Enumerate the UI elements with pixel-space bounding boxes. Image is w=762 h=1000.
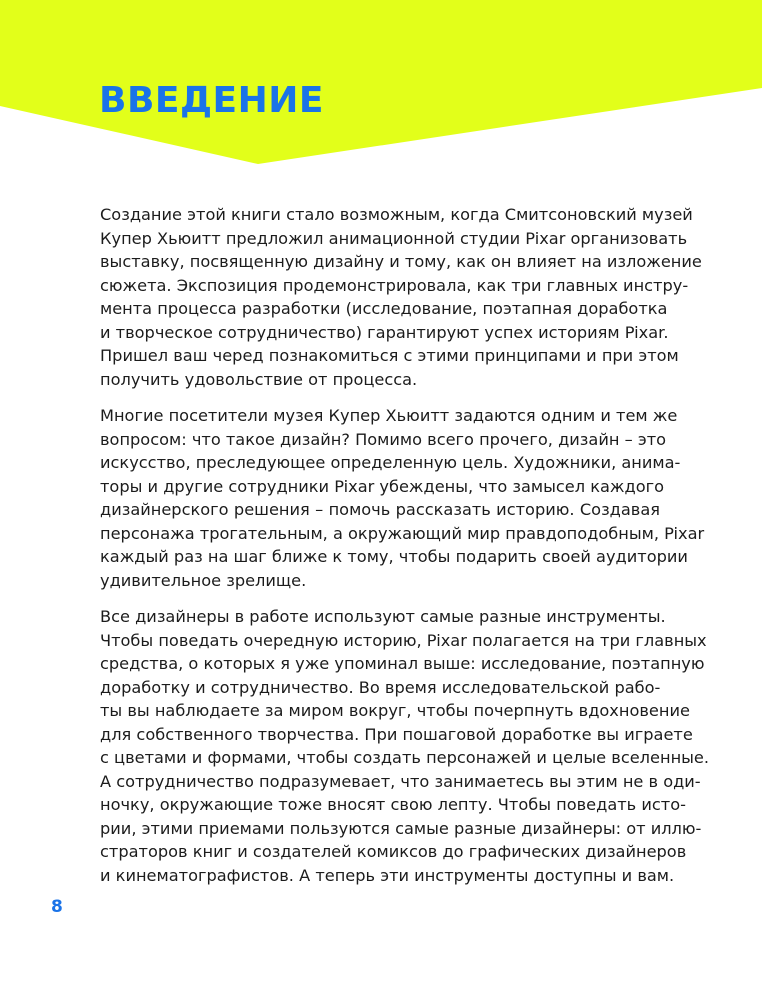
text-line: для собственного творчества. При пошаговой доработке вы играете <box>100 724 693 744</box>
page-title: ВВЕДЕНИЕ <box>99 80 324 121</box>
text-line: мента процесса разработки (исследование, поэтапная доработка <box>100 299 668 318</box>
text-line: персонажа трогательным, а окружающий мир правдоподобным, Pixar <box>100 523 705 543</box>
text-line: ночку, окружающие тоже вносят свою лепту. Чтобы поведать исто- <box>100 795 686 814</box>
text-line: с цветами и формами, чтобы создать персонажей и целые вселенные. <box>100 748 710 767</box>
text-line: Пришел ваш черед познакомиться с этими принципами и при этом <box>100 346 679 365</box>
text-line: получить удовольствие от процесса. <box>100 369 418 389</box>
text-line: выставку, посвященную дизайну и тому, как он влияет на изложение <box>100 252 702 271</box>
text-line: удивительное зрелище. <box>100 570 307 590</box>
text-line: ты вы наблюдаете за миром вокруг, чтобы почерпнуть вдохновение <box>100 701 690 720</box>
text-line: и творческое сотрудничество) гарантируют успех историям Pixar. <box>100 322 669 342</box>
text-line: доработку и сотрудничество. Во время исследовательской рабо- <box>100 677 661 697</box>
text-line: Чтобы поведать очередную историю, Pixar полагается на три главных <box>100 630 707 650</box>
page-number: 8 <box>51 897 63 917</box>
text-line: искусство, преследующее определенную цель. Художники, анима- <box>100 453 681 472</box>
text-line: Создание этой книги стало возможным, когда Смитсоновский музей <box>100 205 693 224</box>
text-line: каждый раз на шаг ближе к тому, чтобы подарить своей аудитории <box>100 547 688 566</box>
paragraph <box>100 605 710 887</box>
text-line: Все дизайнеры в работе используют самые разные инструменты. <box>100 607 666 626</box>
paragraph <box>100 203 702 391</box>
text-line: А сотрудничество подразумевает, что занимаетесь вы этим не в оди- <box>100 771 701 791</box>
text-line: торы и другие сотрудники Pixar убеждены, что замысел каждого <box>100 476 665 496</box>
paragraph <box>100 404 705 592</box>
text-line: страторов книг и создателей комиксов до графических дизайнеров <box>100 842 687 861</box>
text-line: средства, о которых я уже упоминал выше: исследование, поэтапную <box>100 654 705 673</box>
text-line: Многие посетители музея Купер Хьюитт задаются одним и тем же <box>100 406 678 425</box>
text-line: сюжета. Экспозиция продемонстрировала, как три главных инстру- <box>100 275 689 295</box>
body-text <box>100 203 710 900</box>
text-line: вопросом: что такое дизайн? Помимо всего прочего, дизайн – это <box>100 429 667 449</box>
text-line: Купер Хьюитт предложил анимационной студии Pixar организовать <box>100 228 688 248</box>
text-line: дизайнерского решения – помочь рассказать историю. Создавая <box>100 500 660 519</box>
text-line: и кинематографистов. А теперь эти инструменты доступны и вам. <box>100 865 675 885</box>
text-line: рии, этими приемами пользуются самые разные дизайнеры: от иллю- <box>100 818 702 838</box>
